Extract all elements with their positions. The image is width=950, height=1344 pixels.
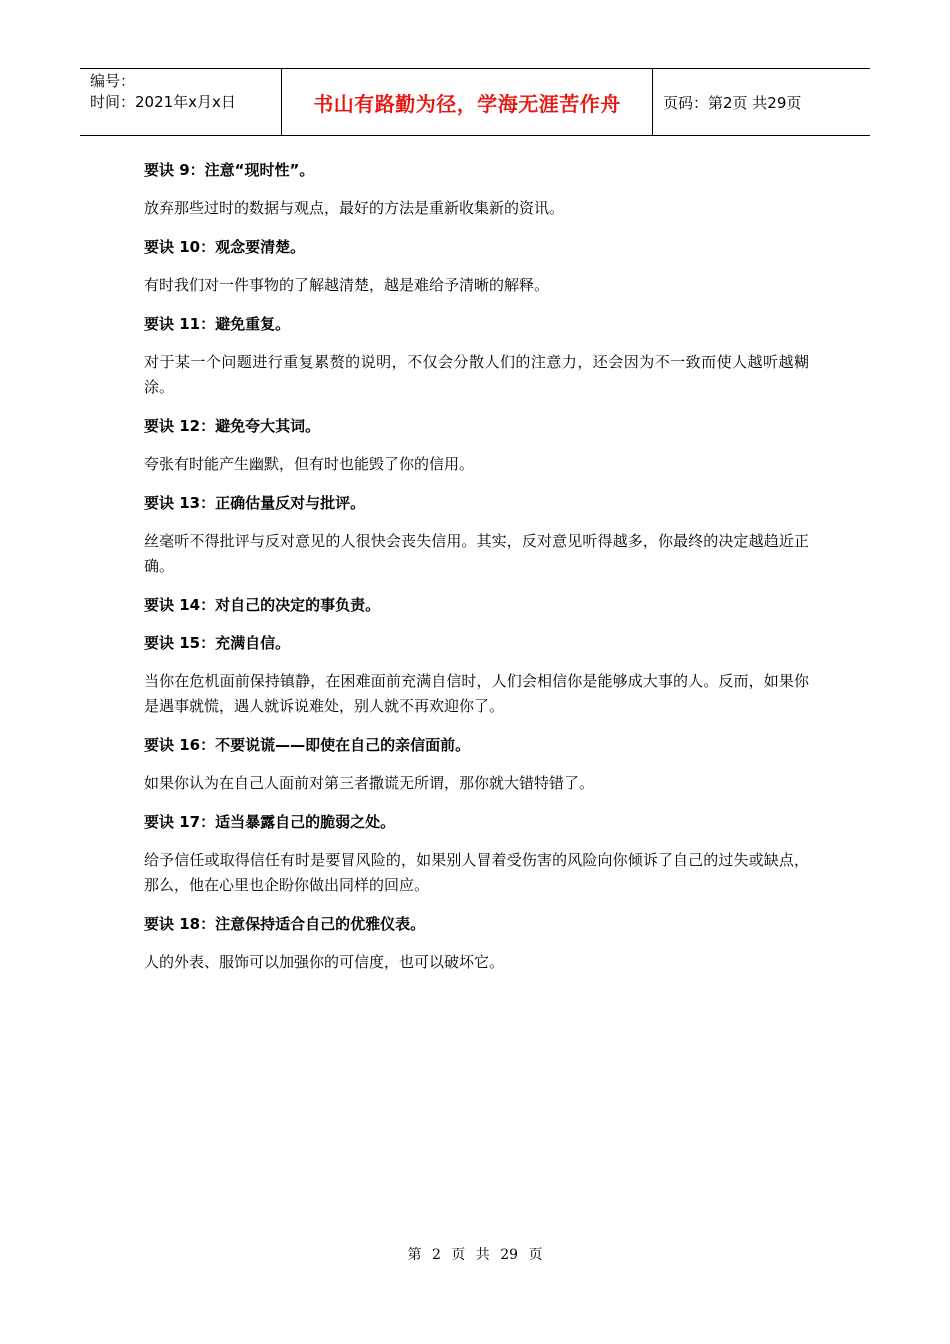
section-body: 如果你认为在自己人面前对第三者撒谎无所谓，那你就大错特错了。 bbox=[144, 774, 595, 792]
section-heading: 要诀 17：适当暴露自己的脆弱之处。 bbox=[144, 813, 396, 831]
section-body: 有时我们对一件事物的了解越清楚，越是难给予清晰的解释。 bbox=[144, 276, 550, 294]
section-heading: 要诀 12：避免夸大其词。 bbox=[144, 417, 321, 435]
section-heading: 要诀 18：注意保持适合自己的优雅仪表。 bbox=[144, 915, 426, 933]
section-body: 夸张有时能产生幽默，但有时也能毁了你的信用。 bbox=[144, 455, 475, 473]
section-heading: 要诀 11：避免重复。 bbox=[144, 315, 291, 333]
section-heading: 要诀 13：正确估量反对与批评。 bbox=[144, 494, 366, 512]
section-heading: 要诀 16：不要说谎——即使在自己的亲信面前。 bbox=[144, 736, 471, 754]
section-heading: 要诀 9：注意“现时性”。 bbox=[144, 161, 315, 179]
section-body: 给予信任或取得信任有时是要冒风险的，如果别人冒着受伤害的风险向你倾诉了自己的过失或缺点，那么，他在心里也企盼你做出同样的回应。 bbox=[144, 851, 809, 894]
section-heading: 要诀 15：充满自信。 bbox=[144, 634, 291, 652]
header-motto: 书山有路勤为径，学海无涯苦作舟 bbox=[282, 69, 653, 135]
section-heading: 要诀 14：对自己的决定的事负责。 bbox=[144, 596, 381, 614]
header-meta bbox=[80, 69, 282, 135]
section-body: 丝毫听不得批评与反对意见的人很快会丧失信用。其实，反对意见听得越多，你最终的决定越趋近正确。 bbox=[144, 532, 809, 575]
document-body bbox=[144, 158, 809, 989]
page-header bbox=[80, 68, 870, 136]
section-body: 人的外表、服饰可以加强你的可信度，也可以破坏它。 bbox=[144, 953, 505, 971]
section-body: 放弃那些过时的数据与观点，最好的方法是重新收集新的资讯。 bbox=[144, 199, 565, 217]
time-label: 时间：2021年x月x日 bbox=[90, 93, 236, 111]
section-body: 当你在危机面前保持镇静，在困难面前充满自信时，人们会相信你是能够成大事的人。反而，如果你是遇事就慌，遇人就诉说难处，别人就不再欢迎你了。 bbox=[144, 672, 809, 715]
section-body: 对于某一个问题进行重复累赘的说明，不仅会分散人们的注意力，还会因为不一致而使人越听越糊涂。 bbox=[144, 353, 809, 396]
section-heading: 要诀 10：观念要清楚。 bbox=[144, 238, 306, 256]
number-label: 编号： bbox=[90, 72, 136, 90]
header-page-info: 页码：第2页 共29页 bbox=[663, 93, 802, 112]
page-footer: 第 2 页 共 29 页 bbox=[407, 1247, 543, 1263]
